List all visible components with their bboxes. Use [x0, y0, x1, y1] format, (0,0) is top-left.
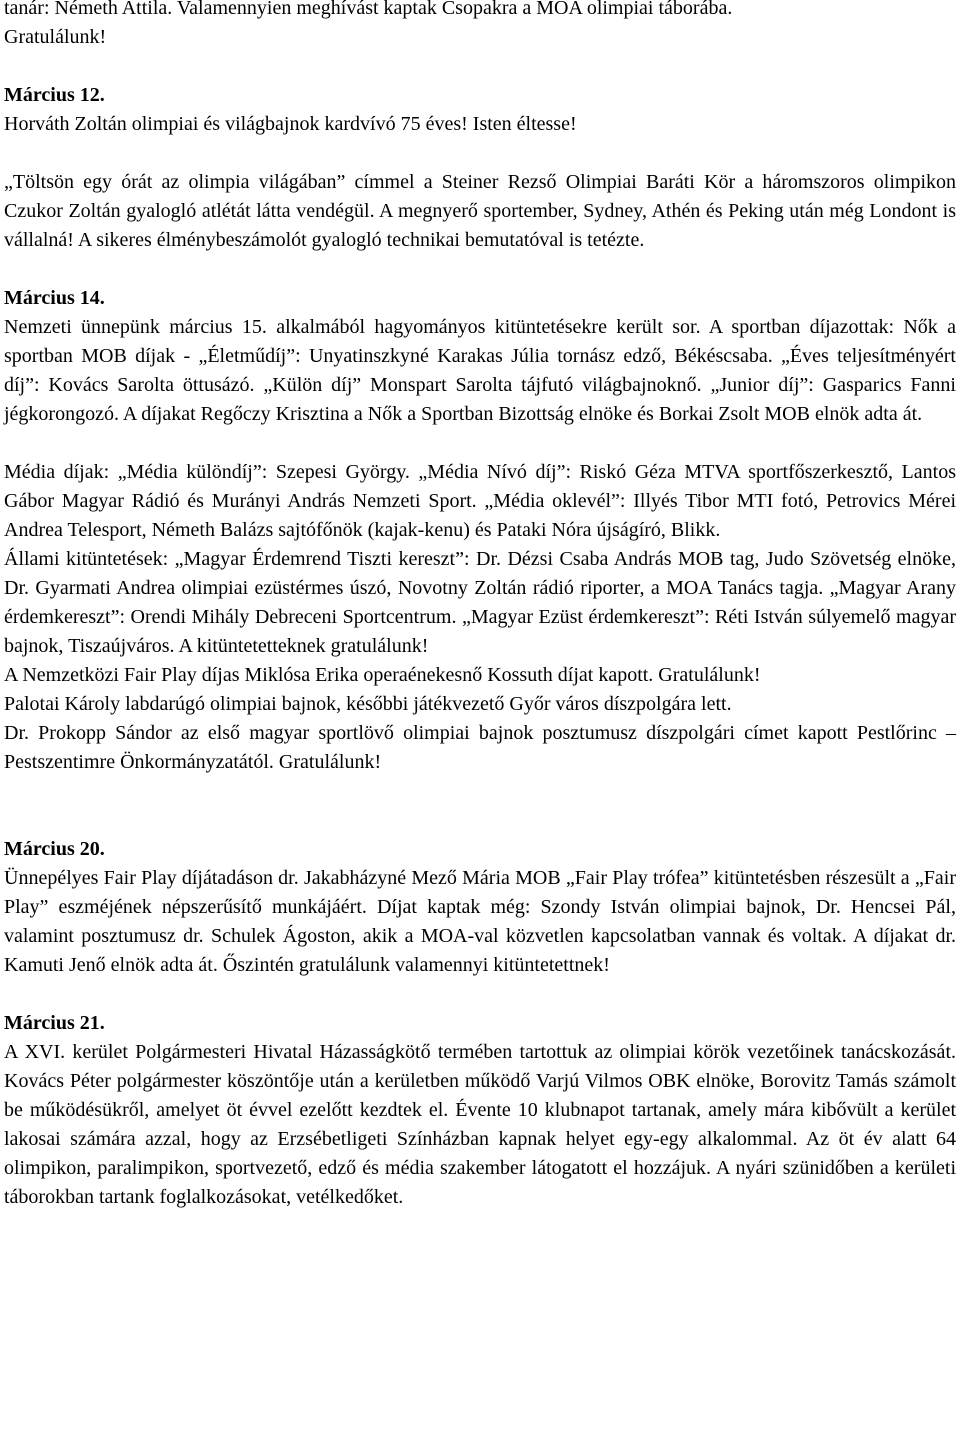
spacer	[4, 980, 956, 1009]
intro-congrats: Gratulálunk!	[4, 26, 107, 48]
document-page	[4, 0, 956, 1212]
paragraph: Ünnepélyes Fair Play díjátadáson dr. Jakabházyné Mező Mária MOB „Fair Play trófea” kitüntetésben részesült a „Fair Play” eszméjének népszerűsítő munkájáért. Díjat kaptak még: Szondy István olimpiai bajnok, Dr. Hencsei Pál, valamint posztumusz dr. Schulek Ágoston, akik a MOA-val közvetlen kapcsolatban vannak és voltak. A díjakat dr. Kamuti Jenő elnök adta át. Őszintén gratulálunk valamennyi kitüntetettnek!	[4, 867, 956, 976]
paragraph: Média díjak: „Média különdíj”: Szepesi György. „Média Nívó díj”: Riskó Géza MTVA sportfőszerkesztő, Lantos Gábor Magyar Rádió és Murányi András Nemzeti Sport. „Média oklevél”: Illyés Tibor MTI fotó, Petrovics Mérei Andrea Telesport, Németh Balázs sajtófőnök (kajak-kenu) és Pataki Nóra újságíró, Blikk.	[4, 461, 956, 541]
paragraph: Dr. Prokopp Sándor az első magyar sportlövő olimpiai bajnok posztumusz díszpolgári címet kapott Pestlőrinc – Pestszentimre Önkormányzatától. Gratulálunk!	[4, 722, 956, 773]
date-heading: Március 21.	[4, 1012, 105, 1034]
spacer	[4, 429, 956, 458]
date-heading: Március 20.	[4, 838, 105, 860]
spacer	[4, 139, 956, 168]
spacer	[4, 777, 956, 835]
paragraph: A XVI. kerület Polgármesteri Hivatal Házasságkötő termében tartottuk az olimpiai körök vezetőinek tanácskozását. Kovács Péter polgármester köszöntője után a kerületben működő Varjú Vilmos OBK elnöke, Borovitz Tamás számolt be működésükről, amelyet öt évvel ezelőtt kezdtek el. Évente 10 klubnapot tartanak, amely mára kibővült a kerület lakosai számára azzal, hogy az Erzsébetligeti Színházban kapnak helyet egy-egy alkalommal. Az öt év alatt 64 olimpikon, paralimpikon, sportvezető, edző és média szakember látogatott el hozzájuk. A nyári szünidőben a kerületi táborokban tartank foglalkozásokat, vetélkedőket.	[4, 1041, 956, 1208]
paragraph: Palotai Károly labdarúgó olimpiai bajnok, későbbi játékvezető Győr város díszpolgára lett.	[4, 693, 732, 715]
paragraph: Állami kitüntetések: „Magyar Érdemrend Tiszti kereszt”: Dr. Dézsi Csaba András MOB tag, Judo Szövetség elnöke, Dr. Gyarmati Andrea olimpiai ezüstérmes úszó, Novotny Zoltán rádió riporter, a MOA Tanács tagja. „Magyar Arany érdemkereszt”: Orendi Mihály Debreceni Sportcentrum. „Magyar Ezüst érdemkereszt”: Réti István súlyemelő magyar bajnok, Tiszaújváros. A kitüntetetteknek gratulálunk!	[4, 548, 956, 657]
date-heading: Március 14.	[4, 287, 105, 309]
paragraph: Nemzeti ünnepünk március 15. alkalmából hagyományos kitüntetésekre került sor. A sportban díjazottak: Nők a sportban MOB díjak - „Életműdíj”: Unyatinszkyné Karakas Júlia tornász edző, Békéscsaba. „Éves teljesítményért díj”: Kovács Sarolta öttusázó. „Külön díj” Monspart Sarolta tájfutó világbajnoknő. „Junior díj”: Gasparics Fanni jégkorongozó. A díjakat Regőczy Krisztina a Nők a Sportban Bizottság elnöke és Borkai Zsolt MOB elnök adta át.	[4, 316, 956, 425]
spacer	[4, 52, 956, 81]
date-heading: Március 12.	[4, 84, 105, 106]
paragraph: Horváth Zoltán olimpiai és világbajnok kardvívó 75 éves! Isten éltesse!	[4, 113, 577, 135]
spacer	[4, 255, 956, 284]
intro-text: tanár: Németh Attila. Valamennyien meghívást kaptak Csopakra a MOA olimpiai táborába.	[4, 0, 733, 19]
paragraph: A Nemzetközi Fair Play díjas Miklósa Erika operaénekesnő Kossuth díjat kapott. Gratulálunk!	[4, 664, 761, 686]
paragraph: „Töltsön egy órát az olimpia világában” címmel a Steiner Rezső Olimpiai Baráti Kör a háromszoros olimpikon Czukor Zoltán gyalogló atlétát látta vendégül. A megnyerő sportember, Sydney, Athén és Peking után még Londont is vállalná! A sikeres élménybeszámolót gyalogló technikai bemutatóval is tetézte.	[4, 171, 956, 251]
